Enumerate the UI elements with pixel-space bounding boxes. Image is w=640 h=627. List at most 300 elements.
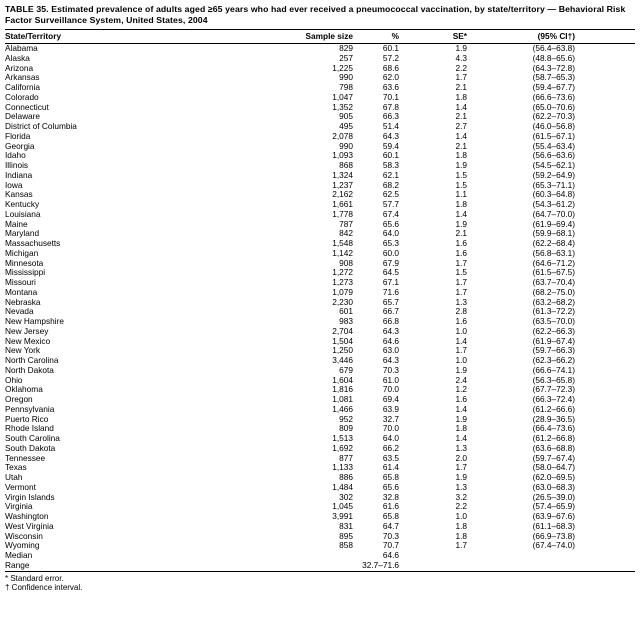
- table-row: [5, 112, 635, 122]
- cell-state: Oregon: [5, 395, 33, 404]
- cell-sample-size: 1,047: [332, 92, 353, 102]
- cell-se: 2.1: [455, 141, 467, 151]
- cell-state: Arkansas: [5, 73, 40, 83]
- cell-se: [399, 551, 467, 561]
- cell-state: Maine: [5, 219, 28, 229]
- cell-percent: 58.3: [382, 161, 399, 170]
- cell-ci: (66.6–73.6): [532, 92, 575, 102]
- cell-sample-size: 1,661: [332, 200, 353, 209]
- cell-sample-size: 1,250: [332, 346, 353, 356]
- cell-percent: 32.7–71.6: [362, 560, 399, 570]
- cell-se: 1.9: [455, 219, 467, 229]
- cell-percent: 51.4: [382, 122, 399, 131]
- table-row: [5, 122, 635, 132]
- cell-se: 1.5: [455, 268, 467, 278]
- table-row: [5, 346, 635, 356]
- header-row: [5, 30, 635, 44]
- cell-percent: 70.3: [382, 531, 399, 541]
- cell-percent: 62.5: [382, 190, 399, 200]
- cell-ci: (59.4–67.7): [532, 83, 575, 92]
- cell-state: New Jersey: [5, 326, 49, 336]
- cell-ci: (61.5–67.1): [532, 131, 575, 141]
- cell-percent: 61.4: [382, 463, 399, 473]
- cell-sample-size: 302: [339, 492, 353, 502]
- col-header-state: State/Territory: [5, 30, 305, 44]
- table-row: [5, 298, 635, 308]
- table-row: [5, 376, 635, 386]
- cell-ci: (56.6–63.6): [532, 151, 575, 161]
- cell-percent: 65.3: [382, 239, 399, 248]
- cell-percent: 64.6: [382, 551, 399, 560]
- cell-ci: (59.7–66.3): [532, 346, 575, 356]
- table-row: [5, 220, 635, 230]
- table-row: [5, 561, 635, 571]
- cell-sample-size: 829: [339, 43, 353, 53]
- cell-se: 1.4: [455, 209, 467, 219]
- cell-state: Wisconsin: [5, 531, 43, 541]
- cell-state: Michigan: [5, 248, 39, 258]
- cell-sample-size: 1,045: [332, 502, 353, 512]
- cell-ci: (61.9–67.4): [532, 336, 575, 346]
- cell-state: California: [5, 83, 41, 92]
- cell-state: Massachusetts: [5, 239, 61, 248]
- cell-se: 2.4: [455, 375, 467, 385]
- cell-sample-size: 1,225: [332, 63, 353, 73]
- cell-se: 1.7: [455, 278, 467, 287]
- cell-state: Georgia: [5, 141, 35, 151]
- table-row: [5, 83, 635, 93]
- cell-sample-size: 858: [339, 541, 353, 551]
- cell-sample-size: 1,692: [332, 443, 353, 453]
- cell-ci: (67.7–72.3): [532, 385, 575, 395]
- cell-se: 1.8: [455, 424, 467, 434]
- cell-ci: (63.2–68.2): [532, 297, 575, 307]
- table-row: [5, 103, 635, 113]
- cell-ci: (68.2–75.0): [532, 287, 575, 297]
- cell-se: 1.2: [455, 385, 467, 395]
- table-row: [5, 327, 635, 337]
- cell-percent: 64.3: [382, 356, 399, 365]
- cell-percent: 63.0: [382, 346, 399, 356]
- cell-ci: (62.2–70.3): [532, 112, 575, 122]
- cell-se: 1.6: [455, 317, 467, 326]
- table-row: [5, 356, 635, 366]
- cell-se: 1.9: [455, 161, 467, 170]
- table-row: [5, 493, 635, 503]
- cell-ci: (63.6–68.8): [532, 443, 575, 453]
- cell-percent: 67.8: [382, 102, 399, 112]
- cell-ci: (66.9–73.8): [532, 531, 575, 541]
- cell-se: 1.4: [455, 434, 467, 443]
- cell-se: 1.7: [455, 73, 467, 83]
- cell-state: Wyoming: [5, 541, 40, 551]
- cell-sample-size: 868: [339, 161, 353, 170]
- cell-ci: (61.9–69.4): [532, 219, 575, 229]
- table-row: [5, 424, 635, 434]
- table-row: [5, 473, 635, 483]
- cell-se: 3.2: [455, 492, 467, 502]
- cell-se: 1.6: [455, 239, 467, 248]
- cell-percent: 59.4: [382, 141, 399, 151]
- cell-percent: 66.7: [382, 307, 399, 317]
- cell-state: Connecticut: [5, 102, 49, 112]
- cell-sample-size: 1,513: [332, 434, 353, 443]
- cell-percent: 68.2: [382, 180, 399, 190]
- cell-ci: (61.3–72.2): [532, 307, 575, 317]
- col-header-ci: (95% CI†): [467, 30, 635, 44]
- cell-ci: (64.7–70.0): [532, 209, 575, 219]
- cell-sample-size: 1,237: [332, 180, 353, 190]
- cell-ci: [467, 561, 635, 571]
- cell-se: 1.7: [455, 287, 467, 297]
- cell-percent: 61.0: [382, 375, 399, 385]
- table-row: [5, 73, 635, 83]
- cell-ci: (55.4–63.4): [532, 141, 575, 151]
- cell-ci: (64.6–71.2): [532, 258, 575, 268]
- cell-percent: 69.4: [382, 395, 399, 404]
- cell-percent: 70.0: [382, 385, 399, 395]
- cell-se: 1.0: [455, 512, 467, 521]
- cell-ci: (62.3–66.2): [532, 356, 575, 365]
- cell-sample-size: 983: [339, 317, 353, 326]
- cell-percent: 67.4: [382, 209, 399, 219]
- cell-se: 1.4: [455, 102, 467, 112]
- cell-percent: 67.9: [382, 258, 399, 268]
- table-row: [5, 395, 635, 405]
- cell-ci: (67.4–74.0): [532, 541, 575, 551]
- cell-percent: 57.2: [382, 53, 399, 63]
- cell-percent: 71.6: [382, 287, 399, 297]
- cell-state: Range: [5, 560, 30, 570]
- cell-state: North Dakota: [5, 365, 54, 375]
- cell-sample-size: 1,142: [332, 248, 353, 258]
- cell-ci: (56.3–65.8): [532, 375, 575, 385]
- cell-state: South Dakota: [5, 443, 56, 453]
- cell-sample-size: 1,133: [332, 463, 353, 473]
- cell-se: 1.5: [455, 170, 467, 180]
- cell-sample-size: 1,352: [332, 102, 353, 112]
- cell-state: Kansas: [5, 190, 33, 200]
- cell-sample-size: 908: [339, 258, 353, 268]
- cell-percent: 61.6: [382, 502, 399, 512]
- cell-percent: 60.1: [382, 151, 399, 161]
- cell-se: 1.6: [455, 248, 467, 258]
- cell-se: 1.9: [455, 43, 467, 53]
- cell-percent: 62.1: [382, 170, 399, 180]
- cell-sample-size: 1,548: [332, 239, 353, 248]
- cell-ci: (57.4–65.9): [532, 502, 575, 512]
- cell-state: Utah: [5, 473, 23, 482]
- cell-percent: 68.6: [382, 63, 399, 73]
- cell-ci: (60.3–64.8): [532, 190, 575, 200]
- cell-se: 1.3: [455, 443, 467, 453]
- cell-state: Nebraska: [5, 297, 41, 307]
- cell-se: 2.1: [455, 112, 467, 122]
- table-row: [5, 278, 635, 288]
- cell-percent: 70.3: [382, 365, 399, 375]
- cell-sample-size: 2,704: [332, 326, 353, 336]
- cell-sample-size: 1,081: [332, 395, 353, 404]
- cell-sample-size: 842: [339, 229, 353, 239]
- cell-se: 2.1: [455, 83, 467, 92]
- cell-ci: (58.7–65.3): [532, 73, 575, 83]
- cell-sample-size: 2,078: [332, 131, 353, 141]
- table-row: [5, 210, 635, 220]
- cell-state: Alabama: [5, 43, 38, 53]
- cell-percent: 70.0: [382, 424, 399, 434]
- table-row: [5, 532, 635, 542]
- cell-ci: (63.9–67.6): [532, 512, 575, 521]
- cell-se: 1.8: [455, 531, 467, 541]
- cell-state: Iowa: [5, 180, 23, 190]
- cell-se: 1.7: [455, 346, 467, 356]
- cell-sample-size: 1,273: [332, 278, 353, 287]
- cell-sample-size: 877: [339, 453, 353, 463]
- table-row: [5, 512, 635, 522]
- cell-percent: 32.7: [382, 414, 399, 424]
- cell-ci: (62.2–68.4): [532, 239, 575, 248]
- cell-sample-size: 809: [339, 424, 353, 434]
- cell-state: Indiana: [5, 170, 33, 180]
- footnote-standard-error: * Standard error.: [5, 573, 64, 583]
- cell-sample-size: 1,604: [332, 375, 353, 385]
- cell-se: 1.4: [455, 336, 467, 346]
- cell-state: Mississippi: [5, 268, 46, 278]
- cell-sample-size: 1,504: [332, 336, 353, 346]
- cell-ci: (63.5–70.0): [532, 317, 575, 326]
- table-row: [5, 268, 635, 278]
- cell-state: Rhode Island: [5, 424, 54, 434]
- cell-sample-size: 1,466: [332, 404, 353, 414]
- cell-sample-size: 1,778: [332, 209, 353, 219]
- cell-ci: (46.0–56.8): [532, 122, 575, 131]
- cell-state: Pennsylvania: [5, 404, 55, 414]
- table-row: [5, 151, 635, 161]
- cell-state: Arizona: [5, 63, 34, 73]
- cell-percent: 62.0: [382, 73, 399, 83]
- cell-percent: 63.9: [382, 404, 399, 414]
- cell-percent: 66.2: [382, 443, 399, 453]
- cell-ci: (28.9–36.5): [532, 414, 575, 424]
- cell-se: [399, 561, 467, 571]
- cell-state: Ohio: [5, 375, 23, 385]
- cell-ci: (65.0–70.6): [532, 102, 575, 112]
- cell-percent: 65.8: [382, 473, 399, 482]
- cell-percent: 64.3: [382, 326, 399, 336]
- cell-state: Louisiana: [5, 209, 41, 219]
- table-header: [5, 30, 635, 44]
- table-row: [5, 317, 635, 327]
- cell-se: 1.3: [455, 482, 467, 492]
- table-row: [5, 181, 635, 191]
- cell-se: 2.1: [455, 229, 467, 239]
- cell-se: 1.8: [455, 92, 467, 102]
- cell-state: Kentucky: [5, 200, 40, 209]
- cell-percent: 66.8: [382, 317, 399, 326]
- cell-ci: (54.3–61.2): [532, 200, 575, 209]
- cell-percent: 65.8: [382, 512, 399, 521]
- cell-ci: (66.6–74.1): [532, 365, 575, 375]
- cell-ci: (59.9–68.1): [532, 229, 575, 239]
- cell-se: 1.3: [455, 297, 467, 307]
- cell-ci: (59.7–67.4): [532, 453, 575, 463]
- cell-state: Florida: [5, 131, 31, 141]
- cell-state: Virgin Islands: [5, 492, 55, 502]
- cell-state: West Virginia: [5, 521, 54, 531]
- cell-ci: (66.3–72.4): [532, 395, 575, 404]
- cell-percent: 64.5: [382, 268, 399, 278]
- cell-percent: 64.3: [382, 131, 399, 141]
- table-row: [5, 541, 635, 551]
- cell-percent: 63.6: [382, 83, 399, 92]
- cell-se: 1.8: [455, 151, 467, 161]
- cell-ci: (48.8–65.6): [532, 53, 575, 63]
- cell-ci: (26.5–39.0): [532, 492, 575, 502]
- cell-sample-size: 952: [339, 414, 353, 424]
- table-row: [5, 171, 635, 181]
- table-row: [5, 463, 635, 473]
- cell-state: Oklahoma: [5, 385, 43, 395]
- table-row: [5, 249, 635, 259]
- cell-se: 4.3: [455, 53, 467, 63]
- cell-ci: (61.1–68.3): [532, 521, 575, 531]
- cell-state: Median: [5, 551, 33, 560]
- cell-percent: 64.0: [382, 434, 399, 443]
- cell-se: 1.0: [455, 326, 467, 336]
- cell-se: 1.4: [455, 131, 467, 141]
- table-row: [5, 93, 635, 103]
- table-row: [5, 405, 635, 415]
- table-row: [5, 434, 635, 444]
- cell-se: 1.7: [455, 258, 467, 268]
- table-row: [5, 307, 635, 317]
- cell-percent: 70.7: [382, 541, 399, 551]
- cell-percent: 64.6: [382, 336, 399, 346]
- cell-sample-size: 1,816: [332, 385, 353, 395]
- cell-sample-size: 1,079: [332, 287, 353, 297]
- table-row: [5, 259, 635, 269]
- table-row: [5, 366, 635, 376]
- table-row: [5, 132, 635, 142]
- cell-ci: (59.2–64.9): [532, 170, 575, 180]
- cell-ci: (62.0–69.5): [532, 473, 575, 482]
- cell-se: 2.8: [455, 307, 467, 317]
- table-row: [5, 229, 635, 239]
- cell-state: Missouri: [5, 278, 36, 287]
- cell-sample-size: 257: [339, 53, 353, 63]
- cell-se: 2.2: [455, 502, 467, 512]
- cell-state: New Mexico: [5, 336, 51, 346]
- cell-sample-size: 990: [339, 73, 353, 83]
- table-row: [5, 142, 635, 152]
- cell-sample-size: 895: [339, 531, 353, 541]
- cell-se: 1.9: [455, 365, 467, 375]
- cell-state: Alaska: [5, 53, 30, 63]
- cell-sample-size: 798: [339, 83, 353, 92]
- cell-se: 2.0: [455, 453, 467, 463]
- cell-sample-size: 990: [339, 141, 353, 151]
- cell-percent: 60.0: [382, 248, 399, 258]
- col-header-se: SE*: [399, 30, 467, 44]
- cell-ci: (54.5–62.1): [532, 161, 575, 170]
- cell-state: Idaho: [5, 151, 26, 161]
- table-row: [5, 444, 635, 454]
- cell-percent: 70.1: [382, 92, 399, 102]
- cell-se: 2.7: [455, 122, 467, 131]
- cell-sample-size: 886: [339, 473, 353, 482]
- cell-percent: 63.5: [382, 453, 399, 463]
- cell-sample-size: 1,093: [332, 151, 353, 161]
- cell-se: 1.0: [455, 356, 467, 365]
- cell-state: Puerto Rico: [5, 414, 49, 424]
- cell-se: 1.8: [455, 521, 467, 531]
- table-row: [5, 54, 635, 64]
- footnote-confidence-interval: † Confidence interval.: [5, 583, 83, 592]
- cell-ci: (65.3–71.1): [532, 180, 575, 190]
- cell-sample-size: 1,324: [332, 170, 353, 180]
- col-header-sample-size: Sample size: [305, 30, 353, 44]
- cell-ci: (56.8–63.1): [532, 248, 575, 258]
- cell-ci: (63.0–68.3): [532, 482, 575, 492]
- col-header-percent: %: [353, 30, 399, 44]
- cell-sample-size: 2,230: [332, 297, 353, 307]
- cell-sample-size: 495: [339, 122, 353, 131]
- cell-state: Minnesota: [5, 258, 44, 268]
- cell-se: 1.8: [455, 200, 467, 209]
- cell-ci: (61.2–66.6): [532, 404, 575, 414]
- cell-state: North Carolina: [5, 356, 59, 365]
- cell-percent: 64.0: [382, 229, 399, 239]
- cell-state: South Carolina: [5, 434, 60, 443]
- cell-percent: 66.3: [382, 112, 399, 122]
- cell-state: Colorado: [5, 92, 39, 102]
- cell-state: Vermont: [5, 482, 36, 492]
- cell-state: Washington: [5, 512, 49, 521]
- cell-sample-size: [305, 551, 353, 561]
- cell-ci: (61.5–67.5): [532, 268, 575, 278]
- cell-se: 1.4: [455, 404, 467, 414]
- cell-state: Virginia: [5, 502, 33, 512]
- cell-sample-size: 3,991: [332, 512, 353, 521]
- cell-ci: (66.4–73.6): [532, 424, 575, 434]
- cell-se: 1.9: [455, 414, 467, 424]
- cell-sample-size: 601: [339, 307, 353, 317]
- table-row: [5, 288, 635, 298]
- table-row: [5, 502, 635, 512]
- cell-ci: (63.7–70.4): [532, 278, 575, 287]
- cell-percent: 32.8: [382, 492, 399, 502]
- cell-state: New York: [5, 346, 41, 356]
- cell-ci: (61.2–66.8): [532, 434, 575, 443]
- table-row: [5, 337, 635, 347]
- table-body: [5, 44, 635, 572]
- cell-percent: 64.7: [382, 521, 399, 531]
- cell-state: Nevada: [5, 307, 34, 317]
- cell-se: 2.2: [455, 63, 467, 73]
- cell-percent: 57.7: [382, 200, 399, 209]
- cell-se: 1.7: [455, 541, 467, 551]
- cell-percent: 65.7: [382, 297, 399, 307]
- table-row: [5, 44, 635, 54]
- table-row: [5, 200, 635, 210]
- cell-ci: (58.0–64.7): [532, 463, 575, 473]
- cell-sample-size: 679: [339, 365, 353, 375]
- cell-state: District of Columbia: [5, 122, 77, 131]
- cell-ci: (56.4–63.8): [532, 43, 575, 53]
- cell-percent: 60.1: [382, 43, 399, 53]
- cell-state: Illinois: [5, 161, 29, 170]
- cell-ci: [467, 551, 635, 561]
